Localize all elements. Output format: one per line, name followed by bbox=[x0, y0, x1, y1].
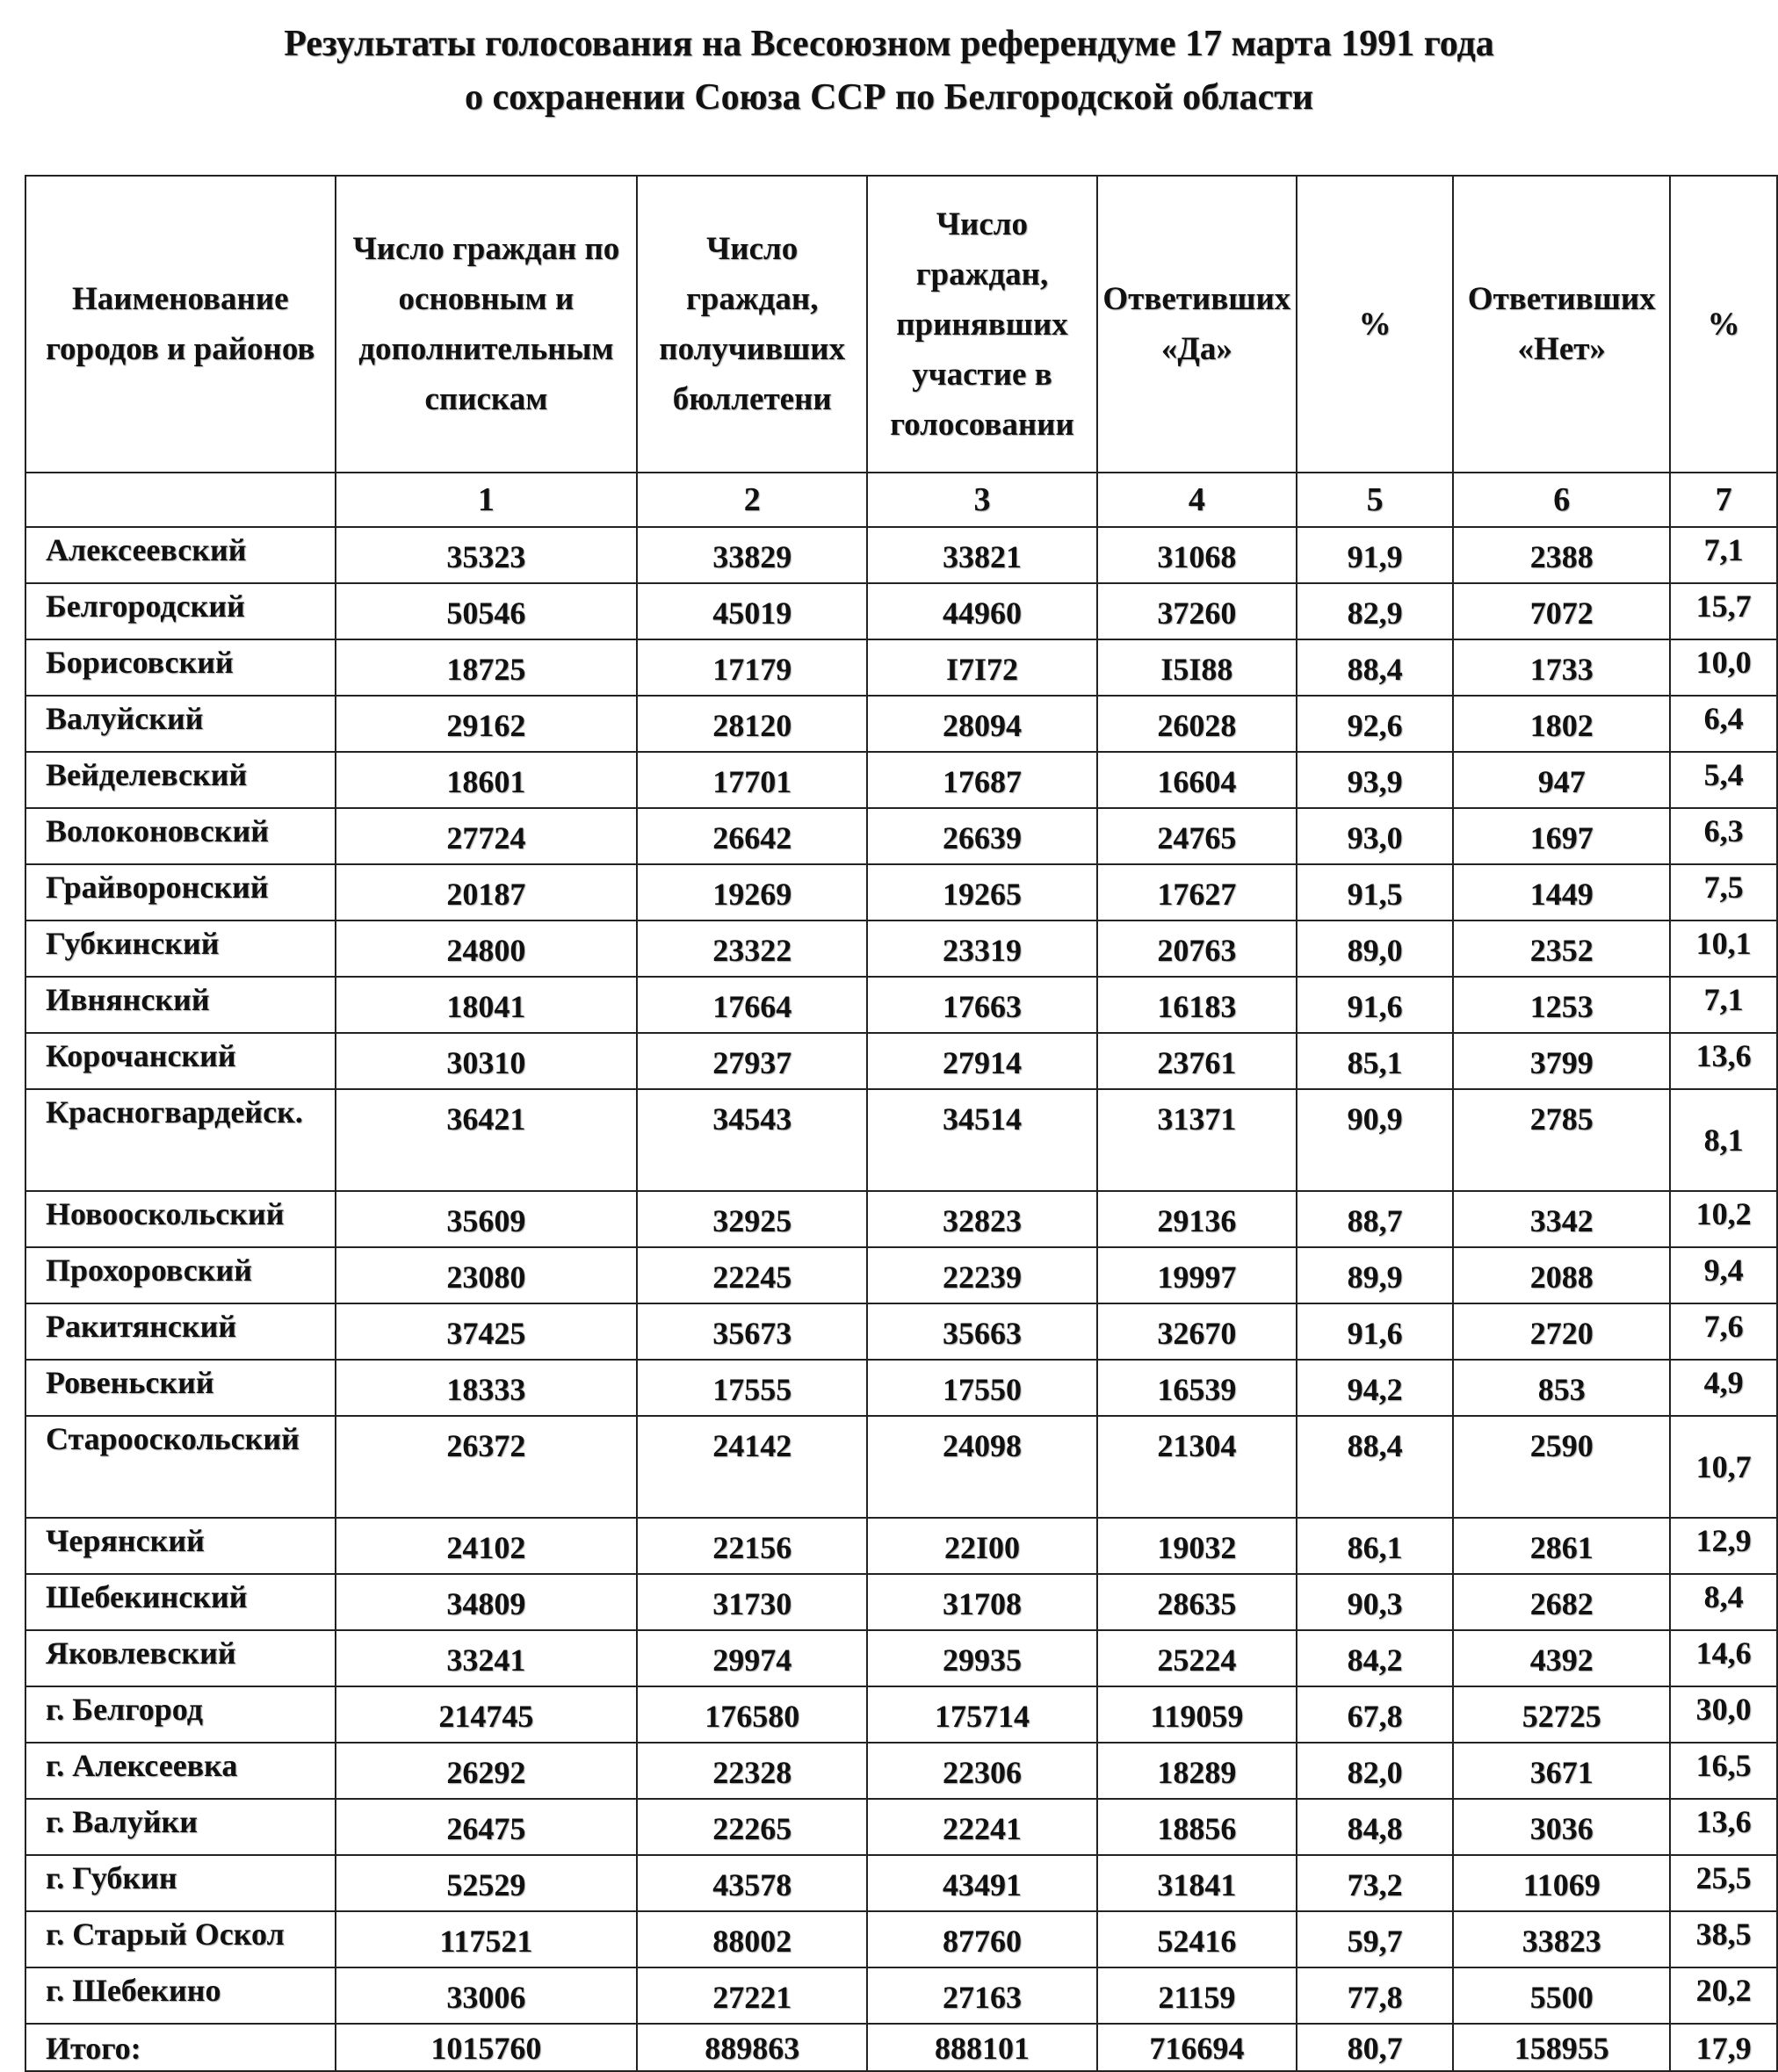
district-name-cell: Черянский bbox=[25, 1518, 336, 1574]
ballots-issued-cell: 33829 bbox=[637, 527, 867, 583]
voters-cell: 18333 bbox=[336, 1360, 638, 1416]
ballots-issued-cell: 24142 bbox=[637, 1416, 867, 1518]
participated-cell: 888101 bbox=[867, 2024, 1097, 2071]
ballots-issued-cell: 19269 bbox=[637, 864, 867, 920]
table-row bbox=[25, 1089, 1777, 1191]
voters-cell: 117521 bbox=[336, 1911, 638, 1967]
document-title bbox=[0, 18, 1778, 125]
ballots-issued-cell: 88002 bbox=[637, 1911, 867, 1967]
header-col-6: Ответивших «Нет» bbox=[1453, 176, 1670, 473]
participated-cell: 87760 bbox=[867, 1911, 1097, 1967]
no-percent-cell: 20,2 bbox=[1670, 1967, 1777, 2024]
voters-cell: 36421 bbox=[336, 1089, 638, 1191]
ballots-issued-cell: 32925 bbox=[637, 1191, 867, 1247]
ballots-issued-cell: 35673 bbox=[637, 1303, 867, 1360]
voters-cell: 52529 bbox=[336, 1855, 638, 1911]
no-cell: 33823 bbox=[1453, 1911, 1670, 1967]
district-name-cell: Шебекинский bbox=[25, 1574, 336, 1630]
district-name-cell: Старооскольский bbox=[25, 1416, 336, 1518]
no-percent-cell: 10,7 bbox=[1670, 1416, 1777, 1518]
participated-cell: 19265 bbox=[867, 864, 1097, 920]
no-percent-cell: 17,9 bbox=[1670, 2024, 1777, 2071]
voters-cell: 33241 bbox=[336, 1630, 638, 1686]
yes-percent-cell: 84,2 bbox=[1297, 1630, 1454, 1686]
district-name-cell: Ивнянский bbox=[25, 977, 336, 1033]
no-percent-cell: 7,5 bbox=[1670, 864, 1777, 920]
table-row bbox=[25, 639, 1777, 696]
voters-cell: 29162 bbox=[336, 696, 638, 752]
header-col-7: % bbox=[1670, 176, 1777, 473]
no-percent-cell: 25,5 bbox=[1670, 1855, 1777, 1911]
no-percent-cell: 4,9 bbox=[1670, 1360, 1777, 1416]
district-name-cell: г. Старый Оскол bbox=[25, 1911, 336, 1967]
table-row bbox=[25, 1360, 1777, 1416]
table-header bbox=[25, 176, 1777, 473]
yes-cell: 119059 bbox=[1097, 1686, 1297, 1743]
yes-cell: 24765 bbox=[1097, 808, 1297, 864]
no-cell: 3799 bbox=[1453, 1033, 1670, 1089]
ballots-issued-cell: 22328 bbox=[637, 1743, 867, 1799]
yes-percent-cell: 93,0 bbox=[1297, 808, 1454, 864]
voters-cell: 18601 bbox=[336, 752, 638, 808]
voters-cell: 23080 bbox=[336, 1247, 638, 1303]
ballots-issued-cell: 17701 bbox=[637, 752, 867, 808]
table-row bbox=[25, 808, 1777, 864]
table-row bbox=[25, 752, 1777, 808]
column-number: 2 bbox=[637, 473, 867, 527]
table-row bbox=[25, 527, 1777, 583]
yes-cell: 31841 bbox=[1097, 1855, 1297, 1911]
no-cell: 2682 bbox=[1453, 1574, 1670, 1630]
ballots-issued-cell: 26642 bbox=[637, 808, 867, 864]
column-number: 7 bbox=[1670, 473, 1777, 527]
total-row bbox=[25, 2024, 1777, 2071]
no-cell: 1733 bbox=[1453, 639, 1670, 696]
no-cell: 1697 bbox=[1453, 808, 1670, 864]
voters-cell: 37425 bbox=[336, 1303, 638, 1360]
yes-percent-cell: 93,9 bbox=[1297, 752, 1454, 808]
header-col-1: Число граждан по основным и дополнительным спискам bbox=[336, 176, 638, 473]
yes-percent-cell: 82,9 bbox=[1297, 583, 1454, 639]
no-percent-cell: 5,4 bbox=[1670, 752, 1777, 808]
column-number: 4 bbox=[1097, 473, 1297, 527]
no-percent-cell: 7,1 bbox=[1670, 977, 1777, 1033]
title-line-1: Результаты голосования на Всесоюзном референдуме 17 марта 1991 года bbox=[284, 24, 1494, 64]
no-cell: 853 bbox=[1453, 1360, 1670, 1416]
no-percent-cell: 8,1 bbox=[1670, 1089, 1777, 1191]
participated-cell: 44960 bbox=[867, 583, 1097, 639]
no-percent-cell: 13,6 bbox=[1670, 1799, 1777, 1855]
column-number-row bbox=[25, 473, 1777, 527]
district-name-cell: Валуйский bbox=[25, 696, 336, 752]
yes-cell: 37260 bbox=[1097, 583, 1297, 639]
table-row bbox=[25, 864, 1777, 920]
yes-percent-cell: 91,6 bbox=[1297, 977, 1454, 1033]
table-row bbox=[25, 1033, 1777, 1089]
district-name-cell: г. Валуйки bbox=[25, 1799, 336, 1855]
voters-cell: 26372 bbox=[336, 1416, 638, 1518]
participated-cell: 17687 bbox=[867, 752, 1097, 808]
title-line-2: о сохранении Союза ССР по Белгородской области bbox=[464, 77, 1314, 118]
voters-cell: 18041 bbox=[336, 977, 638, 1033]
district-name-cell: г. Белгород bbox=[25, 1686, 336, 1743]
district-name-cell: Корочанский bbox=[25, 1033, 336, 1089]
yes-percent-cell: 94,2 bbox=[1297, 1360, 1454, 1416]
yes-cell: 16539 bbox=[1097, 1360, 1297, 1416]
district-name-cell: Вейделевский bbox=[25, 752, 336, 808]
table-row bbox=[25, 1967, 1777, 2024]
yes-percent-cell: 67,8 bbox=[1297, 1686, 1454, 1743]
participated-cell: 27163 bbox=[867, 1967, 1097, 2024]
district-name-cell: Волоконовский bbox=[25, 808, 336, 864]
no-cell: 52725 bbox=[1453, 1686, 1670, 1743]
no-cell: 3671 bbox=[1453, 1743, 1670, 1799]
no-percent-cell: 30,0 bbox=[1670, 1686, 1777, 1743]
table-row bbox=[25, 1630, 1777, 1686]
yes-cell: 28635 bbox=[1097, 1574, 1297, 1630]
ballots-issued-cell: 22245 bbox=[637, 1247, 867, 1303]
ballots-issued-cell: 31730 bbox=[637, 1574, 867, 1630]
yes-cell: 21159 bbox=[1097, 1967, 1297, 2024]
no-cell: 2388 bbox=[1453, 527, 1670, 583]
no-percent-cell: 38,5 bbox=[1670, 1911, 1777, 1967]
participated-cell: 33821 bbox=[867, 527, 1097, 583]
yes-percent-cell: 91,9 bbox=[1297, 527, 1454, 583]
table-row bbox=[25, 1303, 1777, 1360]
district-name-cell: Красногвардейск. bbox=[25, 1089, 336, 1191]
district-name-cell: Белгородский bbox=[25, 583, 336, 639]
no-cell: 1449 bbox=[1453, 864, 1670, 920]
ballots-issued-cell: 23322 bbox=[637, 920, 867, 977]
yes-percent-cell: 88,4 bbox=[1297, 639, 1454, 696]
ballots-issued-cell: 176580 bbox=[637, 1686, 867, 1743]
participated-cell: 17550 bbox=[867, 1360, 1097, 1416]
yes-cell: 19997 bbox=[1097, 1247, 1297, 1303]
header-col-2: Число граждан, получивших бюллетени bbox=[637, 176, 867, 473]
yes-cell: 17627 bbox=[1097, 864, 1297, 920]
table-body bbox=[25, 527, 1777, 2071]
ballots-issued-cell: 17179 bbox=[637, 639, 867, 696]
no-cell: 2352 bbox=[1453, 920, 1670, 977]
header-name: Наименование городов и районов bbox=[25, 176, 336, 473]
participated-cell: 34514 bbox=[867, 1089, 1097, 1191]
table-row bbox=[25, 1574, 1777, 1630]
no-percent-cell: 15,7 bbox=[1670, 583, 1777, 639]
yes-percent-cell: 84,8 bbox=[1297, 1799, 1454, 1855]
yes-percent-cell: 92,6 bbox=[1297, 696, 1454, 752]
no-cell: 2861 bbox=[1453, 1518, 1670, 1574]
table-row bbox=[25, 1855, 1777, 1911]
yes-cell: 32670 bbox=[1097, 1303, 1297, 1360]
district-name-cell: Новооскольский bbox=[25, 1191, 336, 1247]
no-percent-cell: 9,4 bbox=[1670, 1247, 1777, 1303]
yes-cell: 18856 bbox=[1097, 1799, 1297, 1855]
yes-percent-cell: 90,9 bbox=[1297, 1089, 1454, 1191]
yes-cell: 16183 bbox=[1097, 977, 1297, 1033]
no-percent-cell: 12,9 bbox=[1670, 1518, 1777, 1574]
no-cell: 2720 bbox=[1453, 1303, 1670, 1360]
voters-cell: 24800 bbox=[336, 920, 638, 977]
no-percent-cell: 16,5 bbox=[1670, 1743, 1777, 1799]
no-cell: 2590 bbox=[1453, 1416, 1670, 1518]
participated-cell: 27914 bbox=[867, 1033, 1097, 1089]
voters-cell: 34809 bbox=[336, 1574, 638, 1630]
column-number: 1 bbox=[336, 473, 638, 527]
participated-cell: I7I72 bbox=[867, 639, 1097, 696]
no-percent-cell: 7,1 bbox=[1670, 527, 1777, 583]
district-name-cell: Ровеньский bbox=[25, 1360, 336, 1416]
voters-cell: 30310 bbox=[336, 1033, 638, 1089]
no-cell: 7072 bbox=[1453, 583, 1670, 639]
no-percent-cell: 8,4 bbox=[1670, 1574, 1777, 1630]
yes-percent-cell: 90,3 bbox=[1297, 1574, 1454, 1630]
no-percent-cell: 10,1 bbox=[1670, 920, 1777, 977]
district-name-cell: г. Шебекино bbox=[25, 1967, 336, 2024]
ballots-issued-cell: 43578 bbox=[637, 1855, 867, 1911]
participated-cell: 22241 bbox=[867, 1799, 1097, 1855]
ballots-issued-cell: 22265 bbox=[637, 1799, 867, 1855]
participated-cell: 175714 bbox=[867, 1686, 1097, 1743]
participated-cell: 26639 bbox=[867, 808, 1097, 864]
yes-cell: 716694 bbox=[1097, 2024, 1297, 2071]
participated-cell: 22306 bbox=[867, 1743, 1097, 1799]
voters-cell: 20187 bbox=[336, 864, 638, 920]
table-row bbox=[25, 1247, 1777, 1303]
participated-cell: 29935 bbox=[867, 1630, 1097, 1686]
yes-percent-cell: 73,2 bbox=[1297, 1855, 1454, 1911]
column-number: 6 bbox=[1453, 473, 1670, 527]
table-row bbox=[25, 583, 1777, 639]
yes-cell: 31068 bbox=[1097, 527, 1297, 583]
yes-cell: 16604 bbox=[1097, 752, 1297, 808]
column-number: 3 bbox=[867, 473, 1097, 527]
district-name-cell: Яковлевский bbox=[25, 1630, 336, 1686]
yes-percent-cell: 91,6 bbox=[1297, 1303, 1454, 1360]
no-cell: 3342 bbox=[1453, 1191, 1670, 1247]
header-col-5: % bbox=[1297, 176, 1454, 473]
participated-cell: 28094 bbox=[867, 696, 1097, 752]
voters-cell: 18725 bbox=[336, 639, 638, 696]
no-cell: 11069 bbox=[1453, 1855, 1670, 1911]
participated-cell: 35663 bbox=[867, 1303, 1097, 1360]
no-cell: 2088 bbox=[1453, 1247, 1670, 1303]
yes-cell: 19032 bbox=[1097, 1518, 1297, 1574]
district-name-cell: г. Губкин bbox=[25, 1855, 336, 1911]
no-cell: 2785 bbox=[1453, 1089, 1670, 1191]
voters-cell: 35323 bbox=[336, 527, 638, 583]
table-row bbox=[25, 920, 1777, 977]
table-row bbox=[25, 1518, 1777, 1574]
participated-cell: 43491 bbox=[867, 1855, 1097, 1911]
participated-cell: 31708 bbox=[867, 1574, 1097, 1630]
yes-percent-cell: 80,7 bbox=[1297, 2024, 1454, 2071]
no-cell: 158955 bbox=[1453, 2024, 1670, 2071]
ballots-issued-cell: 22156 bbox=[637, 1518, 867, 1574]
yes-percent-cell: 59,7 bbox=[1297, 1911, 1454, 1967]
table-row bbox=[25, 696, 1777, 752]
participated-cell: 24098 bbox=[867, 1416, 1097, 1518]
ballots-issued-cell: 34543 bbox=[637, 1089, 867, 1191]
district-name-cell: Итого: bbox=[25, 2024, 336, 2071]
yes-cell: 25224 bbox=[1097, 1630, 1297, 1686]
district-name-cell: Губкинский bbox=[25, 920, 336, 977]
yes-cell: 23761 bbox=[1097, 1033, 1297, 1089]
yes-percent-cell: 89,0 bbox=[1297, 920, 1454, 977]
header-col-3: Число граждан, принявших участие в голосовании bbox=[867, 176, 1097, 473]
ballots-issued-cell: 889863 bbox=[637, 2024, 867, 2071]
no-percent-cell: 13,6 bbox=[1670, 1033, 1777, 1089]
header-col-4: Ответивших «Да» bbox=[1097, 176, 1297, 473]
participated-cell: 22I00 bbox=[867, 1518, 1097, 1574]
ballots-issued-cell: 27221 bbox=[637, 1967, 867, 2024]
ballots-issued-cell: 17555 bbox=[637, 1360, 867, 1416]
yes-cell: I5I88 bbox=[1097, 639, 1297, 696]
voters-cell: 26292 bbox=[336, 1743, 638, 1799]
no-cell: 4392 bbox=[1453, 1630, 1670, 1686]
yes-percent-cell: 85,1 bbox=[1297, 1033, 1454, 1089]
voters-cell: 1015760 bbox=[336, 2024, 638, 2071]
yes-percent-cell: 88,4 bbox=[1297, 1416, 1454, 1518]
table-row bbox=[25, 1686, 1777, 1743]
table-row bbox=[25, 1743, 1777, 1799]
no-cell: 947 bbox=[1453, 752, 1670, 808]
voters-cell: 33006 bbox=[336, 1967, 638, 2024]
participated-cell: 32823 bbox=[867, 1191, 1097, 1247]
table-row bbox=[25, 1911, 1777, 1967]
voters-cell: 24102 bbox=[336, 1518, 638, 1574]
yes-percent-cell: 91,5 bbox=[1297, 864, 1454, 920]
no-percent-cell: 14,6 bbox=[1670, 1630, 1777, 1686]
yes-cell: 18289 bbox=[1097, 1743, 1297, 1799]
yes-cell: 31371 bbox=[1097, 1089, 1297, 1191]
yes-cell: 20763 bbox=[1097, 920, 1297, 977]
participated-cell: 22239 bbox=[867, 1247, 1097, 1303]
yes-percent-cell: 88,7 bbox=[1297, 1191, 1454, 1247]
column-number: 5 bbox=[1297, 473, 1454, 527]
column-number bbox=[25, 473, 336, 527]
ballots-issued-cell: 45019 bbox=[637, 583, 867, 639]
voters-cell: 27724 bbox=[336, 808, 638, 864]
yes-percent-cell: 86,1 bbox=[1297, 1518, 1454, 1574]
ballots-issued-cell: 28120 bbox=[637, 696, 867, 752]
voters-cell: 214745 bbox=[336, 1686, 638, 1743]
no-cell: 1253 bbox=[1453, 977, 1670, 1033]
yes-cell: 26028 bbox=[1097, 696, 1297, 752]
district-name-cell: Борисовский bbox=[25, 639, 336, 696]
yes-percent-cell: 77,8 bbox=[1297, 1967, 1454, 2024]
no-percent-cell: 6,3 bbox=[1670, 808, 1777, 864]
table-row bbox=[25, 977, 1777, 1033]
no-percent-cell: 10,2 bbox=[1670, 1191, 1777, 1247]
no-cell: 5500 bbox=[1453, 1967, 1670, 2024]
ballots-issued-cell: 29974 bbox=[637, 1630, 867, 1686]
no-percent-cell: 10,0 bbox=[1670, 639, 1777, 696]
table-row bbox=[25, 1416, 1777, 1518]
table-row bbox=[25, 1191, 1777, 1247]
participated-cell: 23319 bbox=[867, 920, 1097, 977]
no-cell: 3036 bbox=[1453, 1799, 1670, 1855]
yes-cell: 29136 bbox=[1097, 1191, 1297, 1247]
no-cell: 1802 bbox=[1453, 696, 1670, 752]
district-name-cell: г. Алексеевка bbox=[25, 1743, 336, 1799]
voters-cell: 26475 bbox=[336, 1799, 638, 1855]
no-percent-cell: 6,4 bbox=[1670, 696, 1777, 752]
participated-cell: 17663 bbox=[867, 977, 1097, 1033]
ballots-issued-cell: 17664 bbox=[637, 977, 867, 1033]
yes-cell: 52416 bbox=[1097, 1911, 1297, 1967]
ballots-issued-cell: 27937 bbox=[637, 1033, 867, 1089]
voters-cell: 35609 bbox=[336, 1191, 638, 1247]
district-name-cell: Ракитянский bbox=[25, 1303, 336, 1360]
yes-cell: 21304 bbox=[1097, 1416, 1297, 1518]
results-table bbox=[25, 175, 1778, 2072]
table-row bbox=[25, 1799, 1777, 1855]
no-percent-cell: 7,6 bbox=[1670, 1303, 1777, 1360]
yes-percent-cell: 82,0 bbox=[1297, 1743, 1454, 1799]
voters-cell: 50546 bbox=[336, 583, 638, 639]
district-name-cell: Грайворонский bbox=[25, 864, 336, 920]
district-name-cell: Прохоровский bbox=[25, 1247, 336, 1303]
district-name-cell: Алексеевский bbox=[25, 527, 336, 583]
yes-percent-cell: 89,9 bbox=[1297, 1247, 1454, 1303]
